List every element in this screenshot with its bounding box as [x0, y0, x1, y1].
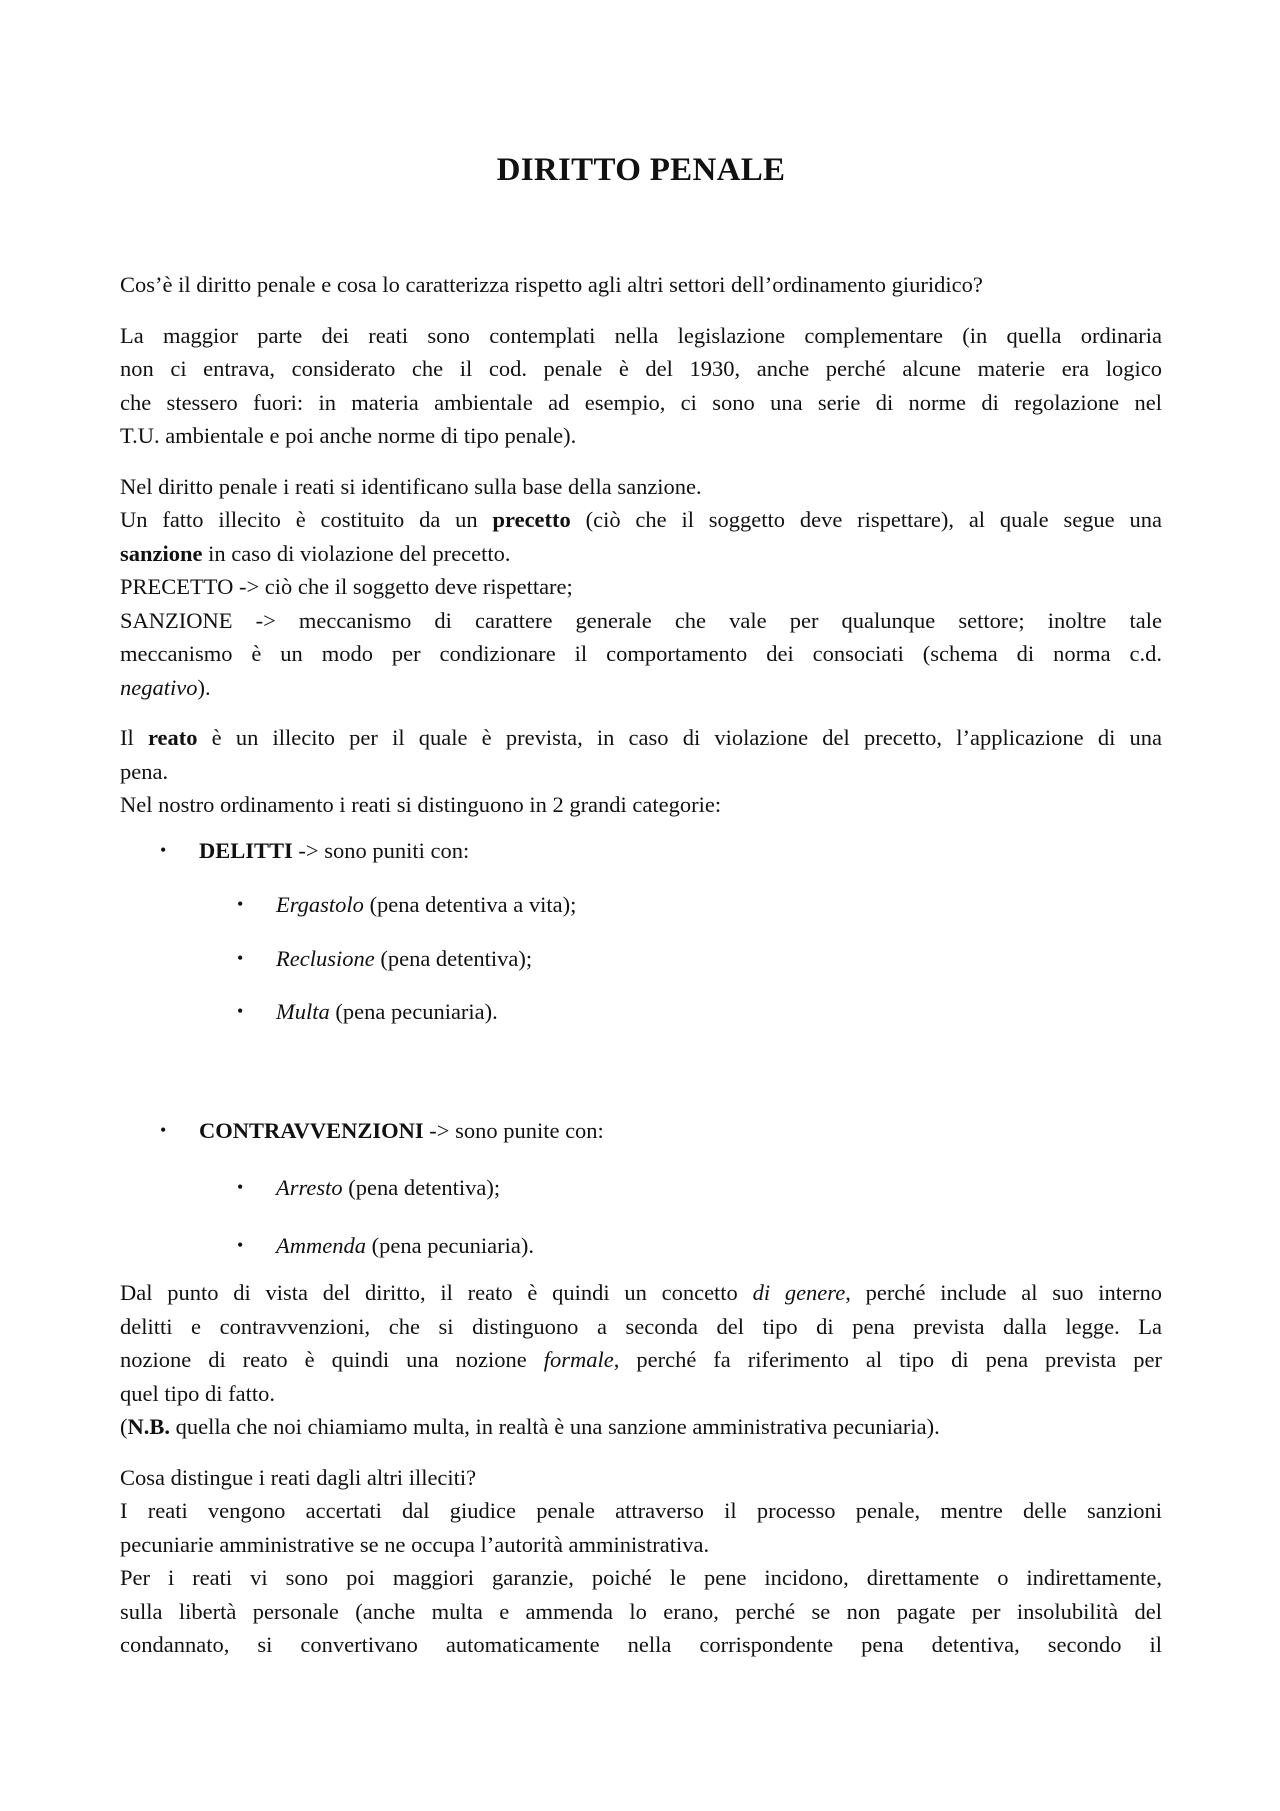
text-line: (N.B. quella che noi chiamiamo multa, in realtà è una sanzione amministrativa pecuniaria). [120, 1414, 940, 1439]
bullet-icon: • [237, 894, 244, 914]
text-line: meccanismo è un modo per condizionare il comportamento dei consociati (schema di norma c.d. [120, 641, 1162, 666]
list-item: • Reclusione (pena detentiva); [120, 942, 1162, 976]
list-contravvenzioni [120, 1114, 1162, 1263]
list-item: • DELITTI -> sono puniti con: [120, 834, 1162, 868]
bullet-icon: • [160, 839, 167, 860]
document-body [120, 268, 1162, 1679]
paragraph-precetto-sanzione [120, 470, 1162, 705]
text-line: Dal punto di vista del diritto, il reato è quindi un concetto di genere, perché include al suo interno [120, 1280, 1162, 1305]
bullet-icon: • [237, 1234, 244, 1255]
text-line: T.U. ambientale e poi anche norme di tipo penale). [120, 423, 577, 448]
text-line: Per i reati vi sono poi maggiori garanzie, poiché le pene incidono, direttamente o indirettamente, [120, 1565, 1162, 1590]
text-line: pena. [120, 758, 169, 784]
document-title: DIRITTO PENALE [496, 152, 786, 188]
list-item: • Multa (pena pecuniaria). [120, 995, 1162, 1029]
bullet-icon: • [237, 1177, 244, 1197]
paragraph-illeciti [120, 1461, 1162, 1662]
question-line: Cos’è il diritto penale e cosa lo caratterizza rispetto agli altri settori dell’ordinamento giuridico? [120, 272, 983, 297]
text-line: Un fatto illecito è costituito da un precetto (ciò che il soggetto deve rispettare), al quale segue una [120, 507, 1162, 532]
text-line: Nel nostro ordinamento i reati si distinguono in 2 grandi categorie: [120, 792, 722, 817]
text-line: pecuniarie amministrative se ne occupa l’autorità amministrativa. [120, 1531, 710, 1557]
paragraph-concetto-reato [120, 1276, 1162, 1444]
term-precetto: precetto [492, 507, 571, 532]
paragraph-legislazione [120, 319, 1162, 453]
bullet-icon: • [237, 1001, 244, 1021]
text-line: nozione di reato è quindi una nozione formale, perché fa riferimento al tipo di pena prevista per [120, 1347, 1162, 1372]
text-line: I reati vengono accertati dal giudice penale attraverso il processo penale, mentre delle sanzioni [120, 1498, 1162, 1523]
list-item: • Ergastolo (pena detentiva a vita); [120, 888, 1162, 922]
text-line: negativo). [120, 674, 211, 700]
list-item: • CONTRAVVENZIONI -> sono punite con: [120, 1114, 1162, 1148]
text-line: che stessero fuori: in materia ambientale ad esempio, ci sono una serie di norme di regolazione nel [120, 389, 1162, 415]
category-delitti: DELITTI [199, 837, 293, 863]
list-item: • Arresto (pena detentiva); [120, 1171, 1162, 1205]
text-line: PRECETTO -> ciò che il soggetto deve rispettare; [120, 574, 573, 599]
text-line: quel tipo di fatto. [120, 1380, 275, 1406]
term-sanzione: sanzione [120, 540, 203, 566]
text-line: SANZIONE -> meccanismo di carattere generale che vale per qualunque settore; inoltre tale [120, 607, 1162, 633]
text-line: non ci entrava, considerato che il cod. penale è del 1930, anche perché alcune materie era logico [120, 356, 1162, 381]
bullet-icon: • [160, 1119, 167, 1140]
category-contravvenzioni: CONTRAVVENZIONI [199, 1117, 424, 1143]
text-line: La maggior parte dei reati sono contemplati nella legislazione complementare (in quella ordinaria [120, 322, 1162, 348]
text-line: sanzione in caso di violazione del precetto. [120, 540, 511, 566]
text-line: Nel diritto penale i reati si identificano sulla base della sanzione. [120, 473, 702, 499]
text-line: delitti e contravvenzioni, che si distinguono a seconda del tipo di pena prevista dalla legge. La [120, 1313, 1162, 1339]
bullet-icon: • [237, 947, 244, 968]
text-line: Il reato è un illecito per il quale è prevista, in caso di violazione del precetto, l’applicazione di una [120, 725, 1162, 750]
list-delitti [120, 834, 1162, 1029]
text-line: sulla libertà personale (anche multa e ammenda lo erano, perché se non pagate per insolubilità del [120, 1598, 1162, 1624]
term-negativo: negativo [120, 674, 198, 700]
paragraph-reato [120, 721, 1162, 822]
list-item: • Ammenda (pena pecuniaria). [120, 1229, 1162, 1263]
text-line: Cosa distingue i reati dagli altri illeciti? [120, 1464, 477, 1490]
term-reato: reato [147, 725, 198, 750]
text-line: condannato, si convertivano automaticamente nella corrispondente pena detentiva, secondo il [120, 1632, 1162, 1657]
question-paragraph [120, 268, 1162, 302]
